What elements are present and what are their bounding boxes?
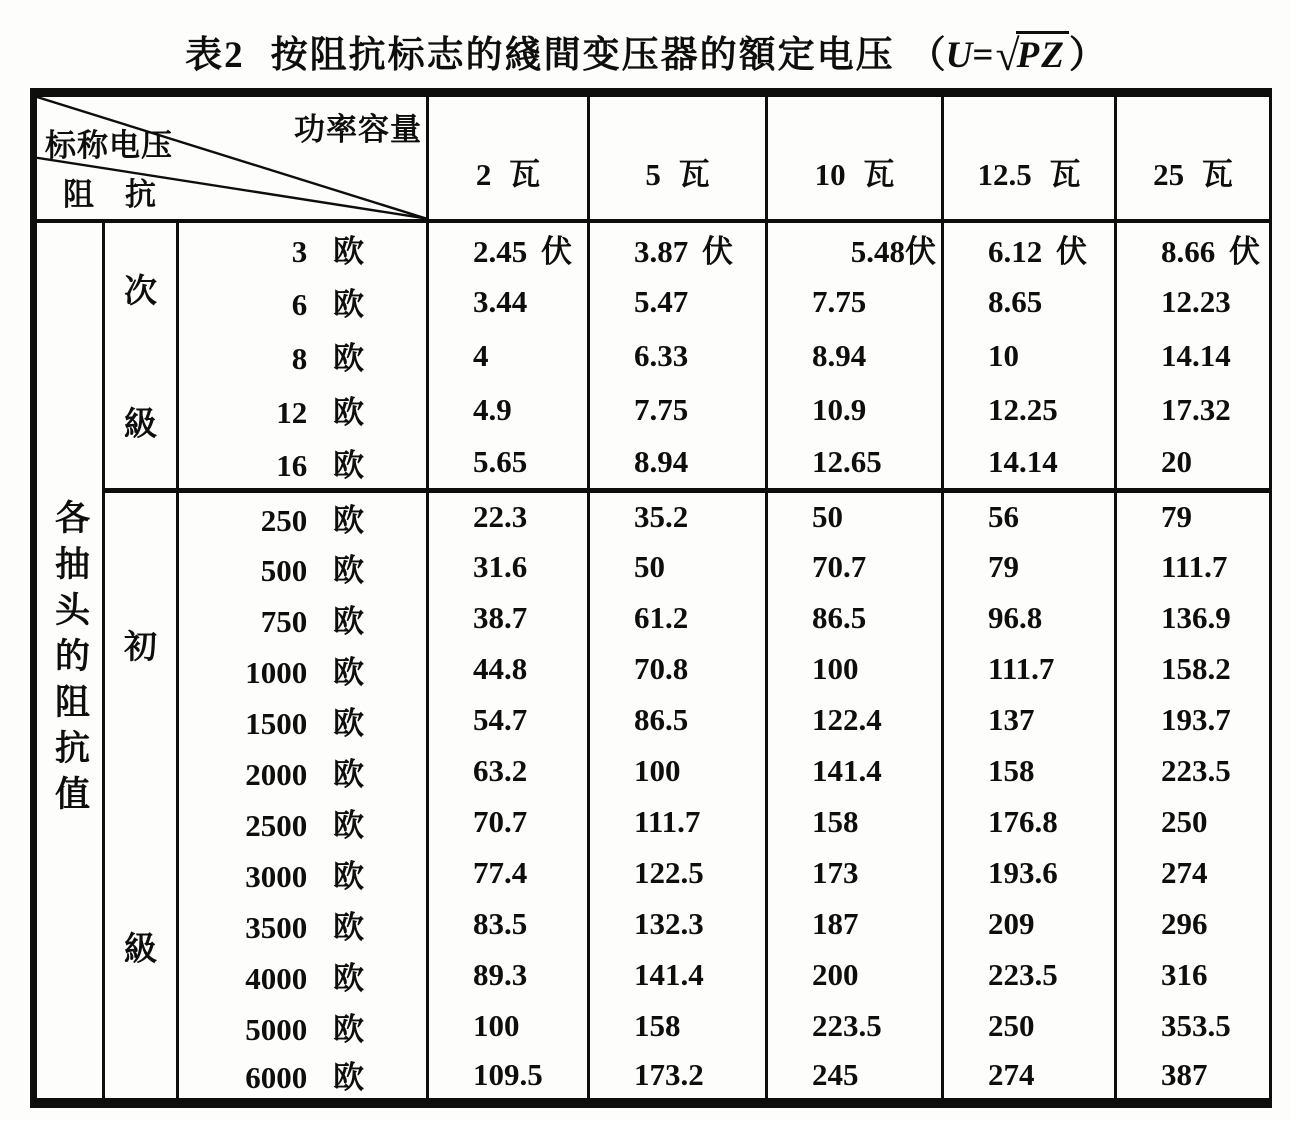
value-cell: 12.25: [943, 383, 1116, 437]
table-row: [34, 950, 1271, 1001]
value-cell: 5.65: [428, 437, 589, 491]
corner-label-power-capacity: 功率容量: [294, 112, 423, 147]
value-cell: 7.75: [767, 275, 943, 329]
value-cell: 316: [1161, 957, 1208, 992]
table-row: [34, 221, 1271, 275]
group-label-primary: [104, 491, 178, 1103]
impedance-cell: 8 欧: [178, 329, 428, 383]
value-cell: 158.2: [1161, 651, 1231, 686]
value-cell: 158: [943, 746, 1116, 797]
value-cell: 111.7: [589, 797, 767, 848]
value-cell: 20: [1161, 444, 1193, 480]
impedance-cell: 3 欧: [178, 221, 428, 275]
impedance-cell: 2500 欧: [178, 797, 428, 848]
value-cell: 100: [428, 1001, 589, 1052]
table-row: [34, 275, 1271, 329]
value-cell: 96.8: [943, 593, 1116, 644]
formula-close-paren: ）: [1068, 35, 1106, 76]
value-cell: 250: [1161, 804, 1208, 839]
impedance-cell: 4000 欧: [178, 950, 428, 1001]
impedance-cell: 2000 欧: [178, 746, 428, 797]
value-cell: 8.94: [767, 329, 943, 383]
value-cell: 12.23: [1161, 283, 1231, 319]
value-cell: 70.7: [767, 542, 943, 593]
corner-cell: [34, 93, 428, 221]
impedance-cell: 500 欧: [178, 542, 428, 593]
value-cell: 5.48伏: [767, 221, 943, 275]
formula-radical-sign: √: [995, 31, 1020, 80]
impedance-cell: 5000 欧: [178, 1001, 428, 1052]
value-cell: 250: [943, 1001, 1116, 1052]
voltage-formula: [908, 31, 1106, 80]
table-row: [34, 383, 1271, 437]
group-char-bottom: 級: [124, 407, 157, 444]
value-cell: 223.5: [767, 1001, 943, 1052]
value-cell: 31.6: [428, 542, 589, 593]
value-cell: 35.2: [589, 491, 767, 542]
header-cell-10w: 10 瓦: [767, 93, 943, 221]
value-cell: 8.66 伏: [1161, 234, 1261, 269]
value-cell: 86.5: [767, 593, 943, 644]
header-cell-12-5w: 12.5 瓦: [943, 93, 1116, 221]
header-cell-5w: 5 瓦: [589, 93, 767, 221]
value-cell: 296: [1161, 906, 1208, 941]
table-row: [34, 644, 1271, 695]
impedance-cell: 6000 欧: [178, 1052, 428, 1103]
value-cell: 50: [589, 542, 767, 593]
value-cell: 79: [943, 542, 1116, 593]
table-row: [34, 329, 1271, 383]
value-cell: 136.9: [1161, 600, 1231, 635]
header-cell-25w: 25 瓦: [1116, 93, 1271, 221]
impedance-cell: 250 欧: [178, 491, 428, 542]
formula-u: U: [945, 35, 973, 76]
value-cell: 12.65: [767, 437, 943, 491]
value-cell: 173: [767, 848, 943, 899]
table-row: [34, 848, 1271, 899]
impedance-cell: 750 欧: [178, 593, 428, 644]
group-label-secondary: [104, 221, 178, 491]
value-cell: 8.65: [943, 275, 1116, 329]
table-row: [34, 437, 1271, 491]
value-cell: 77.4: [428, 848, 589, 899]
value-cell: 83.5: [428, 899, 589, 950]
value-cell: 387: [1161, 1056, 1208, 1092]
value-cell: 17.32: [1161, 391, 1231, 427]
header-row: [34, 93, 1271, 221]
table-row: [34, 491, 1271, 542]
group-char-top: 次: [124, 274, 157, 311]
value-cell: 56: [943, 491, 1116, 542]
table-title: [0, 24, 1291, 81]
value-cell: 209: [943, 899, 1116, 950]
value-cell: 100: [767, 644, 943, 695]
table-row: [34, 695, 1271, 746]
value-cell: 187: [767, 899, 943, 950]
table-title-text: 按阻抗标志的綫間变压器的額定电压: [270, 35, 895, 76]
impedance-cell: 6 欧: [178, 275, 428, 329]
value-cell: 137: [943, 695, 1116, 746]
value-cell: 14.14: [1161, 337, 1231, 373]
impedance-cell: 1500 欧: [178, 695, 428, 746]
table-row: [34, 1052, 1271, 1103]
value-cell: 245: [767, 1052, 943, 1103]
value-cell: 158: [589, 1001, 767, 1052]
impedance-cell: 3500 欧: [178, 899, 428, 950]
value-cell: 63.2: [428, 746, 589, 797]
value-cell: 8.94: [589, 437, 767, 491]
value-cell: 4.9: [428, 383, 589, 437]
voltage-table: [30, 88, 1272, 1108]
value-cell: 274: [1161, 855, 1208, 890]
value-cell: 176.8: [943, 797, 1116, 848]
value-cell: 5.47: [589, 275, 767, 329]
value-cell: 86.5: [589, 695, 767, 746]
value-cell: 3.87 伏: [589, 221, 767, 275]
value-cell: 70.8: [589, 644, 767, 695]
value-cell: 111.7: [943, 644, 1116, 695]
table-row: [34, 746, 1271, 797]
table-number: 表2: [185, 35, 245, 76]
table-row: [34, 593, 1271, 644]
value-cell: 141.4: [589, 950, 767, 1001]
value-cell: 38.7: [428, 593, 589, 644]
formula-open-paren: （: [908, 35, 946, 76]
impedance-cell: 16 欧: [178, 437, 428, 491]
value-cell: 6.12 伏: [943, 221, 1116, 275]
value-cell: 22.3: [428, 491, 589, 542]
value-cell: 3.44: [428, 275, 589, 329]
group-char-bottom: 級: [124, 931, 157, 968]
value-cell: 111.7: [1161, 549, 1228, 584]
value-cell: 173.2: [589, 1052, 767, 1103]
value-cell: 193.7: [1161, 702, 1231, 737]
value-cell: 54.7: [428, 695, 589, 746]
table-row: [34, 542, 1271, 593]
value-cell: 79: [1116, 491, 1271, 542]
value-cell: 141.4: [767, 746, 943, 797]
value-cell: 4: [428, 329, 589, 383]
value-cell: 61.2: [589, 593, 767, 644]
value-cell: 7.75: [589, 383, 767, 437]
value-cell: 44.8: [428, 644, 589, 695]
side-label-text: 各抽头的阻抗值: [50, 499, 90, 821]
value-cell: 89.3: [428, 950, 589, 1001]
header-cell-2w: 2 瓦: [428, 93, 589, 221]
value-cell: 14.14: [943, 437, 1116, 491]
value-cell: 353.5: [1161, 1008, 1231, 1043]
table-row: [34, 1001, 1271, 1052]
value-cell: 122.4: [767, 695, 943, 746]
side-label-cell: [34, 221, 104, 1103]
value-cell: 132.3: [589, 899, 767, 950]
value-cell: 200: [767, 950, 943, 1001]
corner-label-impedance: 阻 抗: [63, 176, 156, 212]
table-row: [34, 797, 1271, 848]
value-cell: 6.33: [589, 329, 767, 383]
value-cell: 122.5: [589, 848, 767, 899]
corner-label-nominal-voltage: 标称电压: [45, 128, 173, 163]
value-cell: 109.5: [428, 1052, 589, 1103]
value-cell: 193.6: [943, 848, 1116, 899]
value-cell: 223.5: [943, 950, 1116, 1001]
group-char-top: 初: [124, 629, 157, 666]
formula-radicand: PZ: [1016, 31, 1069, 77]
table-row: [34, 899, 1271, 950]
value-cell: 2.45 伏: [428, 221, 589, 275]
formula-equals: =: [972, 35, 994, 76]
value-cell: 223.5: [1161, 753, 1231, 788]
value-cell: 10.9: [767, 383, 943, 437]
value-cell: 100: [589, 746, 767, 797]
value-cell: 274: [943, 1052, 1116, 1103]
impedance-cell: 3000 欧: [178, 848, 428, 899]
impedance-cell: 12 欧: [178, 383, 428, 437]
value-cell: 10: [943, 329, 1116, 383]
value-cell: 158: [767, 797, 943, 848]
value-cell: 70.7: [428, 797, 589, 848]
value-cell: 50: [767, 491, 943, 542]
impedance-cell: 1000 欧: [178, 644, 428, 695]
